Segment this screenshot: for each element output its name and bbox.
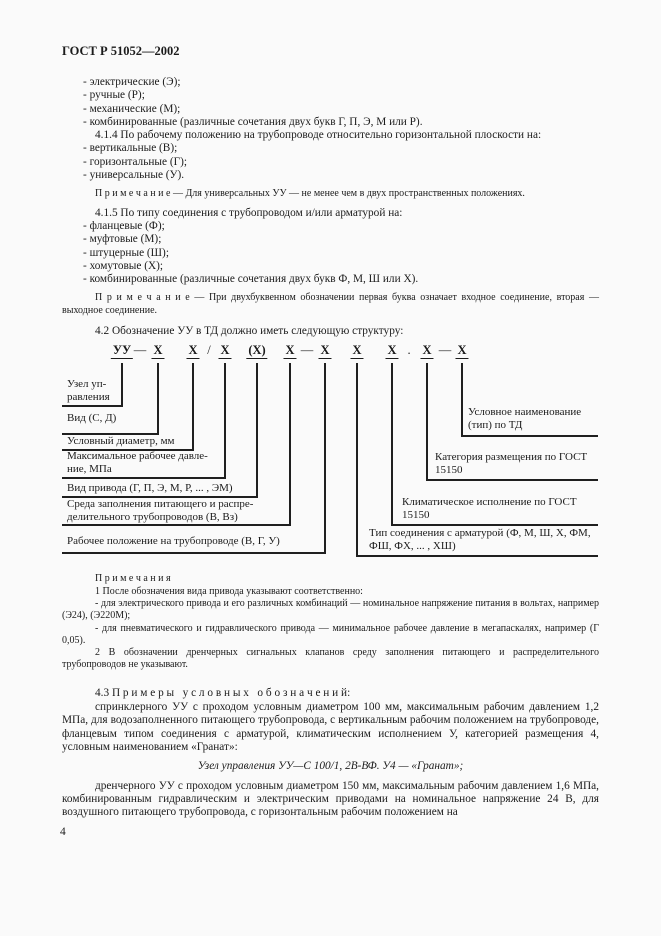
list-item: - универсальные (У). xyxy=(83,169,185,182)
formula-separator: / xyxy=(207,343,211,358)
diagram-label-vid: Вид (С, Д) xyxy=(67,412,117,425)
formula-token: X xyxy=(352,343,362,358)
connection-type-list xyxy=(62,220,599,286)
diagram-label-naimenovanie: Условное наименование (тип) по ТД xyxy=(468,406,582,432)
section-4-1-4-heading: 4.1.4 По рабочему положению на трубопроводе относительно горизонтальной плоскости на: xyxy=(95,129,542,142)
connector-line xyxy=(192,363,194,449)
diagram-label-uzel: Узел уп- равления xyxy=(67,378,110,404)
list-item: - горизонтальные (Г); xyxy=(83,155,188,168)
notes-item: - для пневматического и гидравлического привода — минимальное рабочее давление в мегапаскалях, например (Г 0,05). xyxy=(62,622,599,646)
formula-token: X xyxy=(220,343,230,358)
formula-separator: — xyxy=(438,343,452,358)
list-item: - комбинированные (различные сочетания двух букв Ф, М, Ш или Х). xyxy=(83,273,419,286)
label-rule xyxy=(426,479,598,481)
label-rule xyxy=(391,524,598,526)
list-item: - штуцерные (Ш); xyxy=(83,246,169,259)
formula-separator: — xyxy=(300,343,314,358)
position-list xyxy=(62,142,599,182)
connector-line xyxy=(324,363,326,552)
connector-line xyxy=(356,363,358,555)
note-universal: П р и м е ч а н и е — Для универсальных УУ — не менее чем в двух пространственных положениях. xyxy=(95,188,525,200)
diagram-label-klimat: Климатическое исполнение по ГОСТ 15150 xyxy=(402,496,577,522)
connector-line xyxy=(391,363,393,524)
formula-token: X xyxy=(387,343,397,358)
diagram-label-kategoriya: Категория размещения по ГОСТ 15150 xyxy=(435,451,588,477)
drive-type-list xyxy=(62,76,599,129)
formula-separator: . xyxy=(407,343,411,358)
label-rule xyxy=(356,555,598,557)
diagram-label-davlenie: Максимальное рабочее давле- ние, МПа xyxy=(67,450,208,476)
formula-token: X xyxy=(153,343,163,358)
label-rule xyxy=(62,477,226,479)
doc-header: ГОСТ Р 51052—2002 xyxy=(62,44,180,58)
list-item: - механические (М); xyxy=(83,102,181,115)
diagram-label-polozhenie: Рабочее положение на трубопроводе (В, Г, У) xyxy=(67,535,280,548)
diagram-label-soedinenie: Тип соединения с арматурой (Ф, М, Ш, Х, ФМ, ФШ, ФХ, ... , ХШ) xyxy=(369,527,591,553)
list-item: - вертикальные (В); xyxy=(83,142,178,155)
connector-line xyxy=(426,363,428,479)
list-item: - фланцевые (Ф); xyxy=(83,219,165,232)
connector-line xyxy=(224,363,226,477)
connector-line xyxy=(157,363,159,433)
list-item: - электрические (Э); xyxy=(83,76,181,88)
example-description-1: спринклерного УУ с проходом условным диаметром 100 мм, максимальным рабочим давлением 1,2 МПа, для водозаполненного питающего трубопровода, с вертикальным рабочим положением на трубопроводе, фланцевым типом соединения с арматурой, климатическим исполнением У, категорией размещения 4, условным наименованием «Гранат»: xyxy=(62,701,599,753)
diagram-label-diametr: Условный диаметр, мм xyxy=(67,435,175,448)
label-rule xyxy=(62,552,326,554)
connector-line xyxy=(461,363,463,435)
example-description-2: дренчерного УУ с проходом условным диаметром 150 мм, максимальным рабочим давлением 1,6 МПа, комбинированным гидравлическим и электрическим приводами на номинальное напряжение 24 В, для воздушного питающего трубопровода, с горизонтальным рабочим положением на xyxy=(62,779,599,819)
section-4-3-heading: 4.3 П р и м е р ы у с л о в н ы х о б о з н а ч е н и й: xyxy=(95,686,351,699)
formula-token: УУ xyxy=(112,343,132,358)
formula-token: X xyxy=(457,343,467,358)
connector-line xyxy=(121,363,123,405)
formula-token: X xyxy=(188,343,198,358)
list-item: - комбинированные (различные сочетания двух букв Г, П, Э, М или Р). xyxy=(83,115,423,128)
note-two-letter: П р и м е ч а н и е — При двухбуквенном обозначении первая буква означает входное соединение, вторая — выходное соединение. xyxy=(62,292,599,316)
formula-token: X xyxy=(422,343,432,358)
example-designation: Узел управления УУ—С 100/1, 2В-ВФ. У4 — «Гранат»; xyxy=(197,760,464,773)
label-rule xyxy=(62,405,123,407)
notes-item: - для электрического привода и его различных комбинаций — номинальное напряжение питания в вольтах, например (Э24), (Э220М); xyxy=(62,597,599,622)
formula-token: (X) xyxy=(248,343,266,358)
diagram-label-privod: Вид привода (Г, П, Э, М, Р, ... , ЭМ) xyxy=(67,482,233,495)
label-rule xyxy=(461,435,598,437)
formula-token: X xyxy=(320,343,330,358)
page-number: 4 xyxy=(60,826,66,838)
list-item: - хомутовые (Х); xyxy=(83,259,164,272)
connector-line xyxy=(289,363,291,524)
diagram-label-sreda: Среда заполнения питающего и распре- делительного трубопроводов (В, Вз) xyxy=(67,498,254,524)
notes-title: П р и м е ч а н и я xyxy=(95,573,171,585)
designation-structure-diagram xyxy=(62,344,599,573)
list-item: - муфтовые (М); xyxy=(83,233,162,246)
section-4-2-heading: 4.2 Обозначение УУ в ТД должно иметь следующую структуру: xyxy=(95,325,404,338)
section-4-1-5-heading: 4.1.5 По типу соединения с трубопроводом и/или арматурой на: xyxy=(95,206,403,219)
label-rule xyxy=(62,524,291,526)
list-item: - ручные (Р); xyxy=(83,89,145,102)
formula-separator: — xyxy=(133,343,147,358)
diagram-notes xyxy=(62,573,599,671)
notes-item: 2 В обозначении дренчерных сигнальных клапанов среду заполнения питающего и распределительного трубопроводов не указывают. xyxy=(62,647,599,671)
formula-token: X xyxy=(285,343,295,358)
connector-line xyxy=(256,363,258,496)
notes-item: 1 После обозначения вида привода указывают соответственно: xyxy=(95,585,363,597)
page-content xyxy=(62,44,599,819)
